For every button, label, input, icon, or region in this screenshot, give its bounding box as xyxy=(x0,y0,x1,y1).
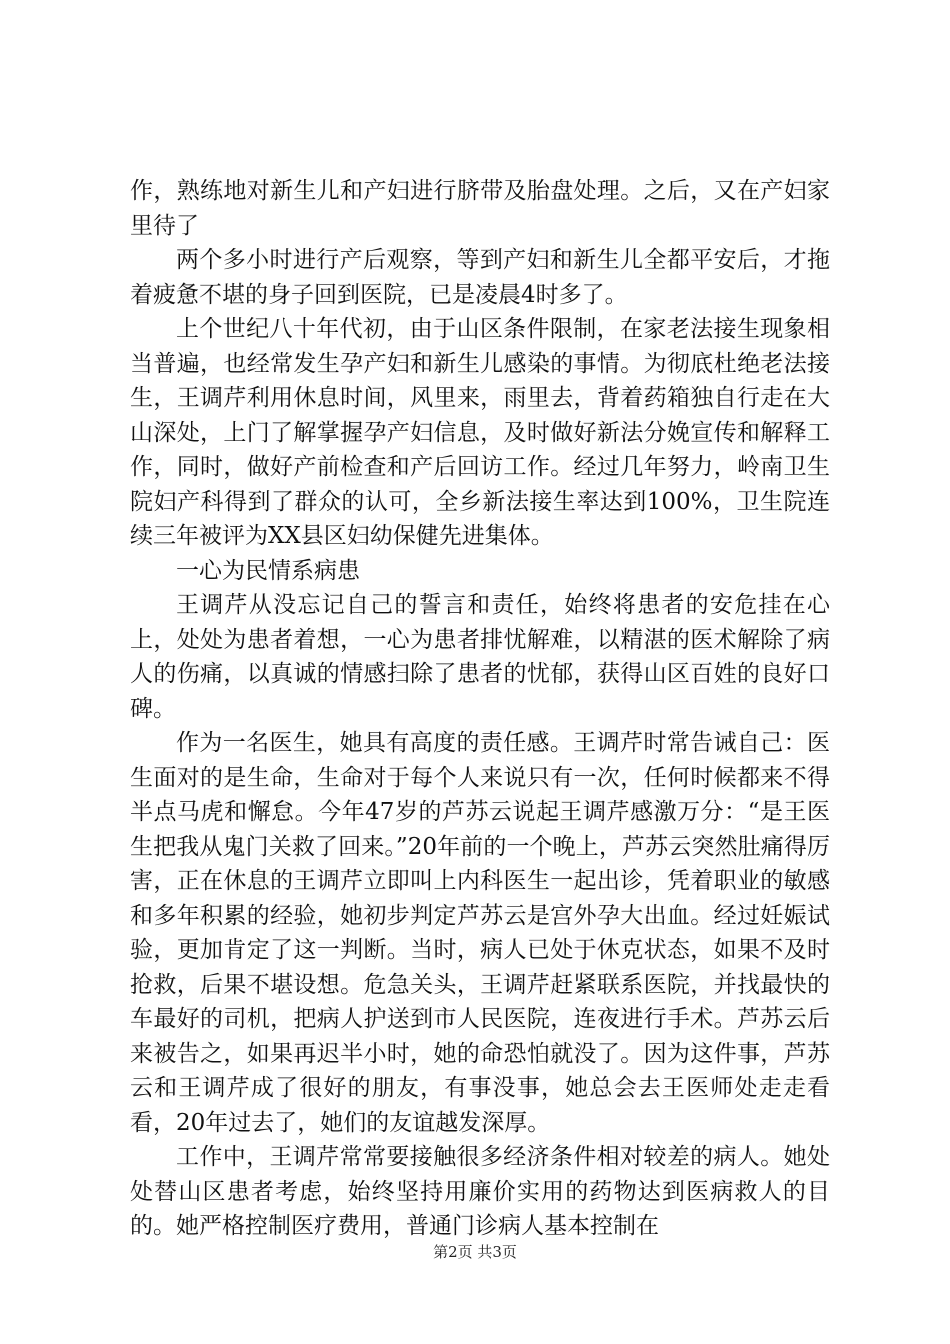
document-body xyxy=(130,174,830,1244)
paragraph-1: 作，熟练地对新生儿和产妇进行脐带及胎盘处理。之后，又在产妇家里待了 xyxy=(130,178,830,239)
page-number-label: 第2页 共3页 xyxy=(433,1243,517,1261)
paragraph-6: 作为一名医生，她具有高度的责任感。王调芹时常告诫自己：医生面对的是生命，生命对于每个人来说只有一次，任何时候都来不得半点马虎和懈怠。今年47岁的芦苏云说起王调芹感激万分：“是王医生把我从鬼门关救了回来。”20年前的一个晚上，芦苏云突然肚痛得厉害，正在休息的王调芹立即叫上内科医生一起出诊，凭着职业的敏感和多年积累的经验，她初步判定芦苏云是宫外孕大出血。经过妊娠试验，更加肯定了这一判断。当时，病人已处于休克状态，如果不及时抢救，后果不堪设想。危急关头，王调芹赶紧联系医院，并找最快的车最好的司机，把病人护送到市人民医院，连夜进行手术。芦苏云后来被告之，如果再迟半小时，她的命恐怕就没了。因为这件事，芦苏云和王调芹成了很好的朋友，有事没事，她总会去王医师处走走看看，20年过去了，她们的友谊越发深厚。 xyxy=(130,730,830,1136)
paragraph-2: 两个多小时进行产后观察，等到产妇和新生儿全都平安后，才拖着疲惫不堪的身子回到医院，已是凌晨4时多了。 xyxy=(130,247,830,308)
paragraph-3: 上个世纪八十年代初，由于山区条件限制，在家老法接生现象相当普遍，也经常发生孕产妇和新生儿感染的事情。为彻底杜绝老法接生，王调芹利用休息时间，风里来，雨里去，背着药箱独自行走在大山深处，上门了解掌握孕产妇信息，及时做好新法分娩宣传和解释工作，同时，做好产前检查和产后回访工作。经过几年努力，岭南卫生院妇产科得到了群众的认可，全乡新法接生率达到100%，卫生院连续三年被评为XX县区妇幼保健先进集体。 xyxy=(130,316,830,549)
paragraph-5: 王调芹从没忘记自己的誓言和责任，始终将患者的安危挂在心上，处处为患者着想，一心为患者排忧解难，以精湛的医术解除了病人的伤痛，以真诚的情感扫除了患者的忧郁，获得山区百姓的良好口碑。 xyxy=(130,592,830,722)
page-footer xyxy=(0,1242,950,1262)
paragraph-7: 工作中，王调芹常常要接触很多经济条件相对较差的病人。她处处替山区患者考虑，始终坚持用廉价实用的药物达到医病救人的目的。她严格控制医疗费用，普通门诊病人基本控制在 xyxy=(130,1144,830,1239)
section-heading: 一心为民情系病患 xyxy=(176,557,360,584)
